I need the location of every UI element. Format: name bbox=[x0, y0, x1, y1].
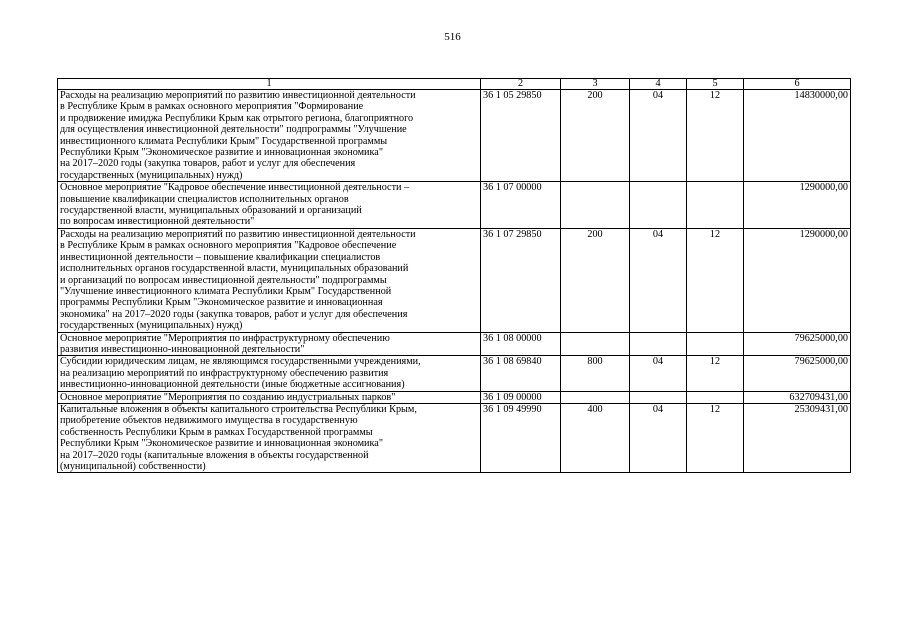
target-article-cell: 36 1 09 49990 bbox=[481, 403, 561, 472]
expense-type-cell: 200 bbox=[561, 228, 630, 332]
expense-type-cell: 800 bbox=[561, 356, 630, 391]
section-cell bbox=[630, 182, 687, 229]
section-cell bbox=[630, 332, 687, 356]
expense-name-cell: Основное мероприятие "Мероприятия по инфраструктурному обеспечению развития инвестиционно-инновационной деятельности" bbox=[58, 332, 481, 356]
subsection-cell bbox=[687, 332, 744, 356]
amount-cell: 25309431,00 bbox=[744, 403, 851, 472]
target-article-cell: 36 1 08 69840 bbox=[481, 356, 561, 391]
column-header: 5 bbox=[687, 79, 744, 90]
section-cell: 04 bbox=[630, 228, 687, 332]
subsection-cell bbox=[687, 391, 744, 403]
subsection-cell bbox=[687, 182, 744, 229]
subsection-cell: 12 bbox=[687, 228, 744, 332]
section-cell: 04 bbox=[630, 403, 687, 472]
table-row bbox=[58, 182, 851, 229]
expense-name-cell: Расходы на реализацию мероприятий по развитию инвестиционной деятельности в Республике Крым в рамках основного мероприятия "Кадровое обеспечение инвестиционной деятельности – повышение квалификации специалистов исполнительных органов государственной власти, муниципальных образований и организаций по вопросам инвестиционной деятельности" подпрограммы "Улучшение инвестиционного климата Республики Крым" Государственной программы Республики Крым "Экономическое развитие и инновационная экономика" на 2017–2020 годы (закупка товаров, работ и услуг для обеспечения государственных (муниципальных) нужд) bbox=[58, 228, 481, 332]
budget-table bbox=[57, 78, 851, 473]
expense-type-cell bbox=[561, 182, 630, 229]
amount-cell: 14830000,00 bbox=[744, 90, 851, 182]
expense-name-cell: Основное мероприятие "Мероприятия по созданию индустриальных парков" bbox=[58, 391, 481, 403]
target-article-cell: 36 1 08 00000 bbox=[481, 332, 561, 356]
amount-cell: 79625000,00 bbox=[744, 332, 851, 356]
subsection-cell: 12 bbox=[687, 403, 744, 472]
section-cell: 04 bbox=[630, 90, 687, 182]
target-article-cell: 36 1 05 29850 bbox=[481, 90, 561, 182]
table-row bbox=[58, 356, 851, 391]
table-row bbox=[58, 90, 851, 182]
expense-type-cell: 200 bbox=[561, 90, 630, 182]
amount-cell: 1290000,00 bbox=[744, 228, 851, 332]
subsection-cell: 12 bbox=[687, 90, 744, 182]
amount-cell: 632709431,00 bbox=[744, 391, 851, 403]
column-header: 6 bbox=[744, 79, 851, 90]
column-header: 4 bbox=[630, 79, 687, 90]
subsection-cell: 12 bbox=[687, 356, 744, 391]
table-row bbox=[58, 332, 851, 356]
expense-name-cell: Капитальные вложения в объекты капитального строительства Республики Крым, приобретение объектов недвижимого имущества в государственную собственность Республики Крым в рамках Государственной программы Республики Крым "Экономическое развитие и инновационная экономика" на 2017–2020 годы (капитальные вложения в объекты государственной (муниципальной) собственности) bbox=[58, 403, 481, 472]
amount-cell: 79625000,00 bbox=[744, 356, 851, 391]
expense-type-cell: 400 bbox=[561, 403, 630, 472]
column-header: 3 bbox=[561, 79, 630, 90]
table-row bbox=[58, 228, 851, 332]
page-number: 516 bbox=[444, 31, 461, 43]
expense-type-cell bbox=[561, 332, 630, 356]
table-row bbox=[58, 403, 851, 472]
section-cell bbox=[630, 391, 687, 403]
expense-type-cell bbox=[561, 391, 630, 403]
target-article-cell: 36 1 07 29850 bbox=[481, 228, 561, 332]
target-article-cell: 36 1 09 00000 bbox=[481, 391, 561, 403]
table-header-row bbox=[58, 79, 851, 90]
target-article-cell: 36 1 07 00000 bbox=[481, 182, 561, 229]
column-header: 1 bbox=[58, 79, 481, 90]
table-row bbox=[58, 391, 851, 403]
expense-name-cell: Расходы на реализацию мероприятий по развитию инвестиционной деятельности в Республике Крым в рамках основного мероприятия "Формирование и продвижение имиджа Республики Крым как отрытого региона, благоприятного для осуществления инвестиционной деятельности" подпрограммы "Улучшение инвестиционного климата Республики Крым" Государственной программы Республики Крым "Экономическое развитие и инновационная экономика" на 2017–2020 годы (закупка товаров, работ и услуг для обеспечения государственных (муниципальных) нужд) bbox=[58, 90, 481, 182]
amount-cell: 1290000,00 bbox=[744, 182, 851, 229]
column-header: 2 bbox=[481, 79, 561, 90]
expense-name-cell: Субсидии юридическим лицам, не являющимся государственными учреждениями, на реализацию мероприятий по инфраструктурному обеспечению развития инвестиционно-инновационной деятельности (иные бюджетные ассигнования) bbox=[58, 356, 481, 391]
expense-name-cell: Основное мероприятие "Кадровое обеспечение инвестиционной деятельности – повышение квалификации специалистов исполнительных органов государственной власти, муниципальных образований и организаций по вопросам инвестиционной деятельности" bbox=[58, 182, 481, 229]
section-cell: 04 bbox=[630, 356, 687, 391]
